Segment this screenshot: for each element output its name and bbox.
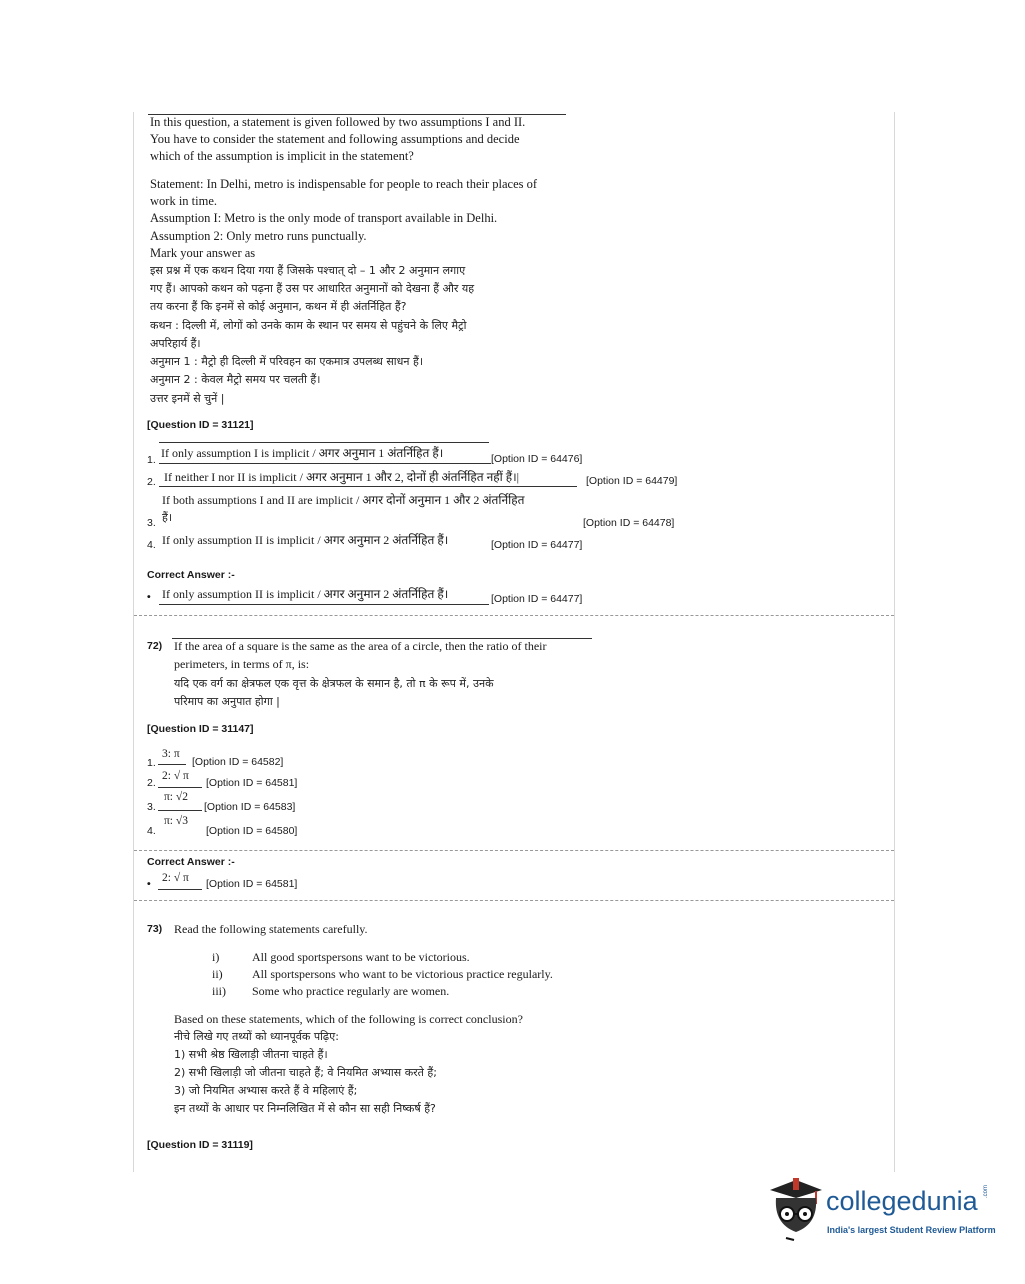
q73-hindi-line-4: 3) जो नियमित अभ्यास करते हैं वे महिलाएं हैं;: [174, 1084, 358, 1097]
q71-option-3-text-cont: हैं।: [162, 511, 173, 524]
q72-text-line-1: If the area of a square is the same as the area of a circle, then the ratio of their: [174, 639, 547, 653]
q73-statement-2-text: All sportspersons who want to be victorious practice regularly.: [252, 967, 553, 981]
q71-intro-line-3: which of the assumption is implicit in the statement?: [150, 149, 414, 163]
q71-option-2-id: [Option ID = 64479]: [586, 475, 678, 487]
divider: [134, 850, 894, 851]
q71-correct-id: [Option ID = 64477]: [491, 593, 583, 605]
q73-number: 73): [147, 923, 163, 935]
q73-hindi-line-3: 2) सभी खिलाड़ी जो जीतना चाहते हैं; वे नियमित अभ्यास करते हैं;: [174, 1066, 437, 1079]
q71-option-4-id: [Option ID = 64477]: [491, 539, 583, 551]
q73-hindi-line-2: 1) सभी श्रेष्ठ खिलाड़ी जीतना चाहते हैं।: [174, 1048, 328, 1061]
student-mascot-icon: [766, 1176, 824, 1242]
q73-lead: Read the following statements carefully.: [174, 922, 368, 936]
q71-statement: Statement: In Delhi, metro is indispensable for people to reach their places of: [150, 177, 538, 191]
q73-statement-1-num: i): [212, 950, 220, 964]
q72-correct-bullet: •: [147, 878, 151, 890]
q73-statement-3-num: iii): [212, 984, 226, 998]
collegedunia-logo: [766, 1176, 996, 1248]
q72-hindi-line-1: यदि एक वर्ग का क्षेत्रफल एक वृत्त के क्षेत्रफल के समान है, तो π के रूप में, उनके: [174, 677, 494, 690]
q72-option-3-text: π: √2: [164, 791, 188, 803]
q72-option-2-id: [Option ID = 64581]: [206, 777, 298, 789]
q71-option-3-text: If both assumptions I and II are implicit / अगर दोनों अनुमान 1 और 2 अंतर्निहित: [162, 493, 525, 507]
q72-number: 72): [147, 640, 163, 652]
q71-hindi-line-4: कथन : दिल्ली में, लोगों को उनके काम के स्थान पर समय से पहुंचने के लिए मैट्रो: [150, 319, 467, 332]
divider: [134, 900, 894, 901]
q72-correct-label: Correct Answer :-: [147, 856, 235, 868]
q71-hindi-line-1: इस प्रश्न में एक कथन दिया गया हैं जिसके पश्चात् दो – 1 और 2 अनुमान लगाए: [150, 264, 466, 277]
q72-option-2-text: 2: √ π: [162, 770, 189, 782]
q72-option-4-num: 4.: [147, 825, 156, 837]
q71-option-2-text: If neither I nor II is implicit / अगर अनुमान 1 और 2, दोनों ही अंतर्निहित नहीं हैं।|: [164, 470, 520, 484]
q73-hindi-line-1: नीचे लिखे गए तथ्यों को ध्यानपूर्वक पढ़िए:: [174, 1030, 339, 1043]
q72-option-3-id: [Option ID = 64583]: [204, 801, 296, 813]
q72-correct-text: 2: √ π: [162, 872, 189, 884]
q72-option-2-num: 2.: [147, 777, 156, 789]
q73-statement-2-num: ii): [212, 967, 223, 981]
q71-intro-line-2: You have to consider the statement and following assumptions and decide: [150, 132, 520, 146]
q73-question-id: [Question ID = 31119]: [147, 1139, 253, 1151]
q71-option-2-num: 2.: [147, 476, 156, 488]
q71-hindi-line-3: तय करना हैं कि इनमें से कोई अनुमान, कथन में ही अंतर्निहित हैं?: [150, 300, 407, 313]
q72-hindi-line-2: परिमाप का अनुपात होगा |: [174, 695, 280, 708]
logo-tld: .com: [983, 1184, 989, 1198]
q73-statement-1-text: All good sportspersons want to be victorious.: [252, 950, 470, 964]
q71-option-3-num: 3.: [147, 517, 156, 529]
q71-hindi-line-5: अपरिहार्य हैं।: [150, 337, 201, 350]
q71-option-1-text: If only assumption I is implicit / अगर अनुमान 1 अंतर्निहित हैं।: [161, 446, 444, 460]
q71-option-3-id: [Option ID = 64478]: [583, 517, 675, 529]
document-page: [133, 112, 895, 1172]
q71-mark-answer: Mark your answer as: [150, 246, 256, 260]
q73-statement-3-text: Some who practice regularly are women.: [252, 984, 450, 998]
q71-option-4-text: If only assumption II is implicit / अगर अनुमान 2 अंतर्निहित हैं।: [162, 533, 449, 547]
q72-option-1-text: 3: π: [162, 748, 180, 760]
q71-option-1-id: [Option ID = 64476]: [491, 453, 583, 465]
q71-intro-line-1: In this question, a statement is given followed by two assumptions I and II.: [150, 115, 526, 129]
q72-option-1-id: [Option ID = 64582]: [192, 756, 284, 768]
q71-option-4-num: 4.: [147, 539, 156, 551]
q72-option-4-text: π: √3: [164, 815, 188, 827]
q71-statement-cont: work in time.: [150, 194, 218, 208]
q73-question: Based on these statements, which of the following is correct conclusion?: [174, 1012, 523, 1026]
logo-tagline: India's largest Student Review Platform: [827, 1225, 996, 1235]
q71-question-id: [Question ID = 31121]: [147, 419, 254, 431]
q72-option-1-num: 1.: [147, 757, 156, 769]
q71-assumption-2: Assumption 2: Only metro runs punctually.: [150, 229, 367, 243]
q72-correct-id: [Option ID = 64581]: [206, 878, 298, 890]
q71-assumption-1: Assumption I: Metro is the only mode of transport available in Delhi.: [150, 211, 498, 225]
q71-option-1-num: 1.: [147, 454, 156, 466]
q71-hindi-line-6: अनुमान 1 : मैट्रो ही दिल्ली में परिवहन का एकमात्र उपलब्ध साधन हैं।: [150, 355, 424, 368]
q71-hindi-line-7: अनुमान 2 : केवल मैट्रो समय पर चलती हैं।: [150, 373, 321, 386]
q72-text-line-2: perimeters, in terms of π, is:: [174, 657, 310, 671]
q72-option-4-id: [Option ID = 64580]: [206, 825, 298, 837]
q72-question-id: [Question ID = 31147]: [147, 723, 254, 735]
q71-hindi-line-2: गए हैं। आपको कथन को पढ़ना हैं उस पर आधारित अनुमानों को देखना हैं और यह: [150, 282, 475, 295]
q72-option-3-num: 3.: [147, 801, 156, 813]
q73-hindi-line-5: इन तथ्यों के आधार पर निम्नलिखित में से कौन सा सही निष्कर्ष हैं?: [174, 1102, 436, 1115]
q71-hindi-line-8: उत्तर इनमें से चुनें |: [150, 392, 225, 405]
divider: [134, 615, 894, 616]
q71-correct-text: If only assumption II is implicit / अगर अनुमान 2 अंतर्निहित हैं।: [162, 587, 449, 601]
q71-correct-label: Correct Answer :-: [147, 569, 235, 581]
logo-wordmark: collegedunia: [826, 1186, 978, 1216]
q71-correct-bullet: •: [147, 591, 151, 603]
